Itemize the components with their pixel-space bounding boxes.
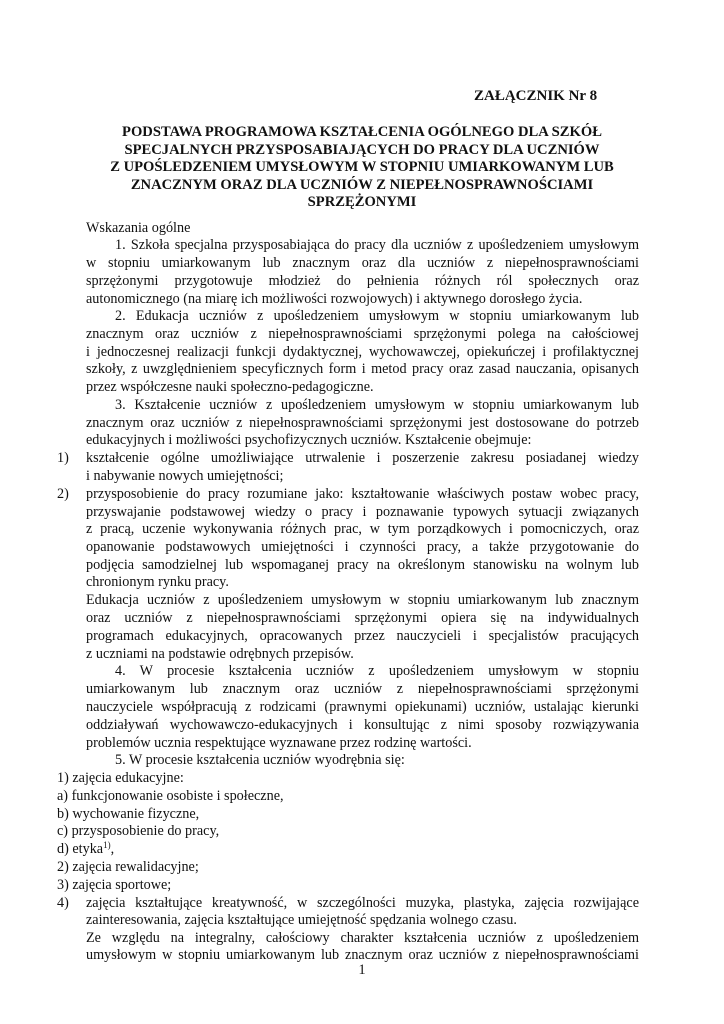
paragraph-line: programach edukacyjnych, opracowanych przez nauczycieli i specjalistów pracujących bbox=[86, 628, 639, 644]
list-item-text: d) etyka bbox=[57, 841, 104, 857]
title-line: SPRZĘŻONYMI bbox=[307, 194, 417, 211]
list-item-line: 3) zajęcia sportowe; bbox=[57, 877, 172, 893]
page-number: 1 bbox=[358, 962, 366, 978]
list-number: 2) bbox=[57, 486, 69, 502]
list-item-line: opanowanie podstawowych umiejętności i czynności pracy, a także przygotowanie do bbox=[86, 539, 639, 555]
paragraph-line: nauczyciele współpracują z rodzicami (prawnymi opiekunami) uczniów, ustalając kierunki bbox=[86, 699, 639, 715]
list-item-line: chronionym rynku pracy. bbox=[86, 574, 229, 590]
paragraph-line: i jednoczesnej realizacji funkcji dydaktycznej, wychowawczej, opiekuńczej i profilaktycznej bbox=[86, 344, 639, 360]
paragraph-line: edukacyjnych i możliwości psychofizycznych uczniów. Kształcenie obejmuje: bbox=[86, 432, 532, 448]
list-item-line: z pracą, uczenie wykonywania różnych prac, w tym porządkowych i pomocniczych, oraz bbox=[86, 521, 639, 537]
paragraph-line: 5. W procesie kształcenia uczniów wyodrębnia się: bbox=[115, 752, 405, 768]
paragraph-line: 2. Edukacja uczniów z upośledzeniem umysłowym w stopniu umiarkowanym lub bbox=[115, 308, 639, 324]
list-item-line: zainteresowania, zajęcia kształtujące umiejętność spędzania wolnego czasu. bbox=[86, 912, 517, 928]
paragraph-line: autonomicznego (na miarę ich możliwości rozwojowych) i aktywnego dorosłego życia. bbox=[86, 291, 583, 307]
paragraph-line: Edukacja uczniów z upośledzeniem umysłowym w stopniu umiarkowanym lub znacznym bbox=[86, 592, 639, 608]
paragraph-line: sprzężonymi przygotowuje młodzież do pełnienia różnych ról społecznych oraz bbox=[86, 273, 639, 289]
list-item-line: a) funkcjonowanie osobiste i społeczne, bbox=[57, 788, 284, 804]
paragraph-line: z uczniami na podstawie odrębnych przepisów. bbox=[86, 646, 354, 662]
list-number: 4) bbox=[57, 895, 69, 911]
paragraph-line: znacznym oraz uczniów z niepełnosprawnościami sprzężonymi polega na całościowej bbox=[86, 326, 639, 342]
paragraph-line: umiarkowanym lub znacznym oraz uczniów z niepełnosprawnościami sprzężonymi bbox=[86, 681, 639, 697]
list-item-line: b) wychowanie fizyczne, bbox=[57, 806, 200, 822]
paragraph-line: umysłowym w stopniu umiarkowanym lub znacznym oraz uczniów z niepełnosprawnościami bbox=[86, 947, 639, 963]
list-item-line: podjęcia samodzielnej lub wspomaganej pracy na określonym stanowisku na wolnym lub bbox=[86, 557, 639, 573]
document-title bbox=[84, 124, 640, 212]
paragraph-line: problemów ucznia respektujące wyznawane przez rodzinę wartości. bbox=[86, 735, 472, 751]
paragraph-line: oraz uczniów z niepełnosprawnościami sprzężonymi opiera się na indywidualnych bbox=[86, 610, 639, 626]
list-item-line: przyswajanie podstawowej wiedzy o pracy i poznawanie typowych sytuacji związanych bbox=[86, 504, 639, 520]
title-line: ZNACZNYM ORAZ DLA UCZNIÓW Z NIEPEŁNOSPRAWNOŚCIAMI bbox=[130, 176, 594, 193]
title-line: Z UPOŚLEDZENIEM UMYSŁOWYM W STOPNIU UMIARKOWANYM LUB bbox=[110, 159, 614, 176]
list-item-line: 1) zajęcia edukacyjne: bbox=[57, 770, 184, 786]
attachment-label: ZAŁĄCZNIK Nr 8 bbox=[474, 88, 598, 104]
paragraph-line: 4. W procesie kształcenia uczniów z upośledzeniem umysłowym w stopniu bbox=[115, 663, 639, 679]
paragraph-line: Ze względu na integralny, całościowy charakter kształcenia uczniów z upośledzeniem bbox=[86, 930, 639, 946]
section-heading: Wskazania ogólne bbox=[86, 220, 191, 236]
paragraph-line: 3. Kształcenie uczniów z upośledzeniem umysłowym w stopniu umiarkowanym lub bbox=[115, 397, 639, 413]
list-number: 1) bbox=[57, 450, 69, 466]
paragraph-line: szkoły, z uwzględnieniem specyficznych form i metod pracy oraz zasad nauczania, opisanych bbox=[86, 361, 639, 377]
title-line: PODSTAWA PROGRAMOWA KSZTAŁCENIA OGÓLNEGO DLA SZKÓŁ bbox=[122, 124, 602, 140]
title-line: SPECJALNYCH PRZYSPOSABIAJĄCYCH DO PRACY DLA UCZNIÓW bbox=[124, 141, 600, 158]
paragraph-line: oddziaływań wychowawczo-edukacyjnych i konsultując z nimi sposoby rozwiązywania bbox=[86, 717, 639, 733]
paragraph-line: przez współczesne nauki społeczno-pedagogiczne. bbox=[86, 379, 374, 395]
paragraph-line: w stopniu umiarkowanym lub znacznym oraz dla uczniów z niepełnosprawnościami bbox=[86, 255, 639, 271]
paragraph-line: 1. Szkoła specjalna przysposabiająca do pracy dla uczniów z upośledzeniem umysłowym bbox=[115, 237, 639, 253]
list-item-line: c) przysposobienie do pracy, bbox=[57, 823, 220, 839]
list-item-line: zajęcia kształtujące kreatywność, w szczególności muzyka, plastyka, zajęcia rozwijające bbox=[86, 895, 639, 911]
list-item-line: przysposobienie do pracy rozumiane jako: kształtowanie właściwych postaw wobec pracy, bbox=[86, 486, 639, 502]
list-item-line bbox=[57, 840, 114, 858]
list-item-punctuation: , bbox=[110, 841, 115, 857]
paragraph-line: znacznym oraz uczniów z niepełnosprawnościami sprzężonymi jest dostosowane do potrzeb bbox=[86, 415, 639, 431]
list-item-line: kształcenie ogólne umożliwiające utrwalenie i poszerzenie zakresu posiadanej wiedzy bbox=[86, 450, 639, 466]
list-item-line: 2) zajęcia rewalidacyjne; bbox=[57, 859, 199, 875]
list-item-line: i nabywanie nowych umiejętności; bbox=[86, 468, 284, 484]
footnote-marker: 1) bbox=[103, 840, 111, 850]
